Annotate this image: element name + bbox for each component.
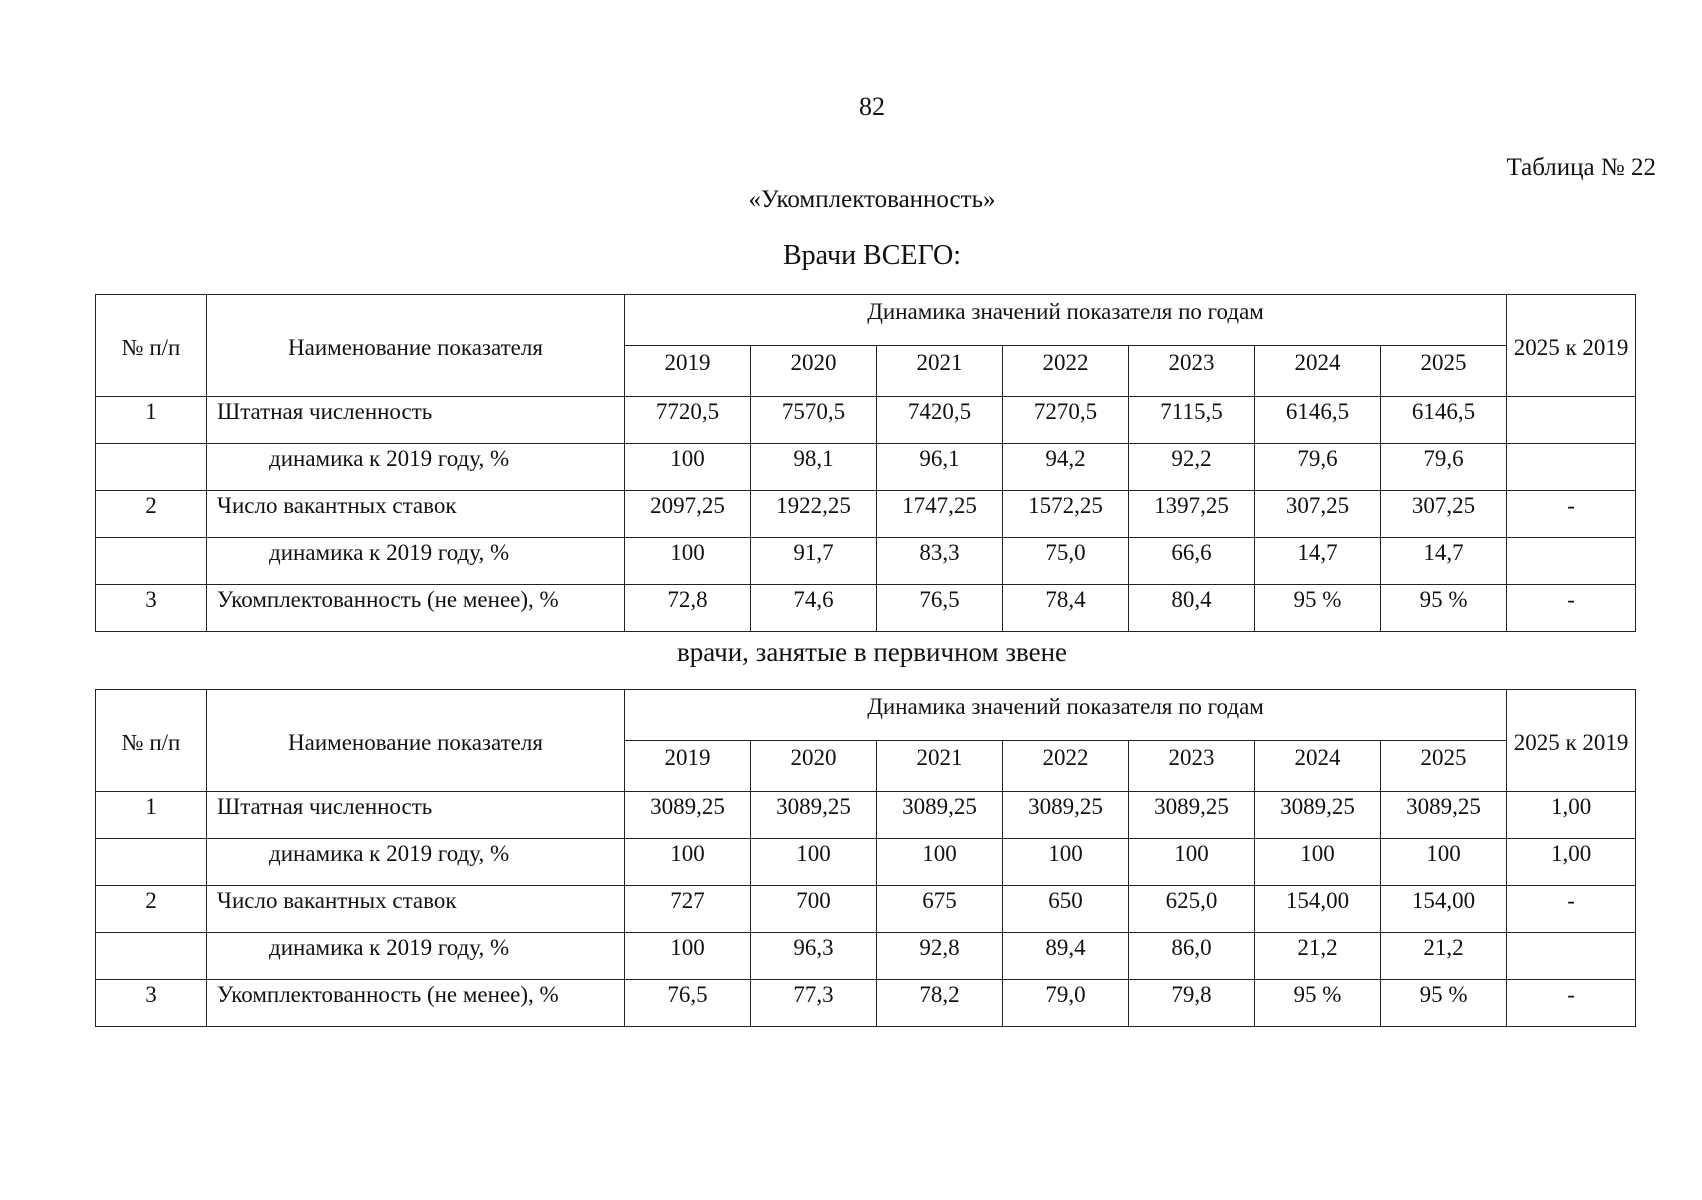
indicator-name-cell: динамика к 2019 году, % — [207, 538, 625, 585]
table-row — [96, 491, 1636, 538]
year-value-cell: 91,7 — [751, 538, 877, 585]
year-value-cell: 700 — [751, 886, 877, 933]
table-row — [96, 444, 1636, 491]
header-ratio: 2025 к 2019 — [1507, 295, 1636, 397]
year-value-cell: 1922,25 — [751, 491, 877, 538]
year-value-cell: 79,0 — [1003, 980, 1129, 1027]
table-2-subtitle: врачи, занятые в первичном звене — [676, 637, 1068, 667]
year-value-cell: 74,6 — [751, 585, 877, 632]
header-year: 2025 — [1381, 346, 1507, 397]
ratio-cell: 1,00 — [1507, 839, 1636, 886]
ratio-cell — [1507, 397, 1636, 444]
year-value-cell: 76,5 — [625, 980, 751, 1027]
year-value-cell: 100 — [751, 839, 877, 886]
row-number-cell — [96, 444, 207, 491]
year-value-cell: 77,3 — [751, 980, 877, 1027]
ratio-cell — [1507, 933, 1636, 980]
year-value-cell: 21,2 — [1381, 933, 1507, 980]
year-value-cell: 3089,25 — [625, 792, 751, 839]
header-year: 2023 — [1129, 741, 1255, 792]
ratio-cell: - — [1507, 980, 1636, 1027]
year-value-cell: 154,00 — [1255, 886, 1381, 933]
row-number-cell: 1 — [96, 792, 207, 839]
year-value-cell: 94,2 — [1003, 444, 1129, 491]
table-row — [96, 886, 1636, 933]
header-name: Наименование показателя — [207, 295, 625, 397]
year-value-cell: 95 % — [1381, 980, 1507, 1027]
table-body — [96, 397, 1636, 632]
year-value-cell: 80,4 — [1129, 585, 1255, 632]
table-row — [96, 792, 1636, 839]
indicator-name-cell: Укомплектованность (не менее), % — [207, 980, 625, 1027]
staffing-table-all-doctors — [95, 294, 1636, 632]
year-value-cell: 100 — [1255, 839, 1381, 886]
indicator-name-cell: Число вакантных ставок — [207, 886, 625, 933]
row-number-cell: 3 — [96, 585, 207, 632]
year-value-cell: 79,8 — [1129, 980, 1255, 1027]
year-value-cell: 100 — [625, 933, 751, 980]
header-num: № п/п — [96, 690, 207, 792]
year-value-cell: 100 — [1129, 839, 1255, 886]
year-value-cell: 3089,25 — [877, 792, 1003, 839]
year-value-cell: 7570,5 — [751, 397, 877, 444]
year-value-cell: 100 — [1003, 839, 1129, 886]
year-value-cell: 100 — [625, 538, 751, 585]
header-dynamics: Динамика значений показателя по годам — [625, 295, 1507, 346]
year-value-cell: 92,2 — [1129, 444, 1255, 491]
header-dynamics: Динамика значений показателя по годам — [625, 690, 1507, 741]
year-value-cell: 1397,25 — [1129, 491, 1255, 538]
document-title: «Укомплектованность» — [748, 186, 996, 213]
year-value-cell: 7115,5 — [1129, 397, 1255, 444]
year-value-cell: 89,4 — [1003, 933, 1129, 980]
row-number-cell — [96, 933, 207, 980]
year-value-cell: 78,4 — [1003, 585, 1129, 632]
year-value-cell: 96,3 — [751, 933, 877, 980]
year-value-cell: 95 % — [1255, 980, 1381, 1027]
year-value-cell: 100 — [625, 444, 751, 491]
table-body — [96, 792, 1636, 1027]
header-year: 2023 — [1129, 346, 1255, 397]
ratio-cell: - — [1507, 491, 1636, 538]
year-value-cell: 307,25 — [1381, 491, 1507, 538]
table-row — [96, 933, 1636, 980]
table-row — [96, 585, 1636, 632]
header-year: 2024 — [1255, 741, 1381, 792]
row-number-cell — [96, 538, 207, 585]
row-number-cell: 3 — [96, 980, 207, 1027]
year-value-cell: 6146,5 — [1381, 397, 1507, 444]
table-row — [96, 538, 1636, 585]
ratio-cell: - — [1507, 886, 1636, 933]
year-value-cell: 95 % — [1381, 585, 1507, 632]
header-year: 2022 — [1003, 346, 1129, 397]
year-value-cell: 6146,5 — [1255, 397, 1381, 444]
table-row — [96, 397, 1636, 444]
header-year: 2020 — [751, 741, 877, 792]
header-year: 2020 — [751, 346, 877, 397]
ratio-cell — [1507, 538, 1636, 585]
indicator-name-cell: Штатная численность — [207, 792, 625, 839]
year-value-cell: 76,5 — [877, 585, 1003, 632]
header-year: 2022 — [1003, 741, 1129, 792]
year-value-cell: 3089,25 — [1129, 792, 1255, 839]
row-number-cell — [96, 839, 207, 886]
year-value-cell: 650 — [1003, 886, 1129, 933]
indicator-name-cell: динамика к 2019 году, % — [207, 444, 625, 491]
year-value-cell: 66,6 — [1129, 538, 1255, 585]
indicator-name-cell: Штатная численность — [207, 397, 625, 444]
year-value-cell: 95 % — [1255, 585, 1381, 632]
year-value-cell: 79,6 — [1255, 444, 1381, 491]
year-value-cell: 79,6 — [1381, 444, 1507, 491]
header-name: Наименование показателя — [207, 690, 625, 792]
table-row — [96, 839, 1636, 886]
year-value-cell: 72,8 — [625, 585, 751, 632]
year-value-cell: 14,7 — [1381, 538, 1507, 585]
year-value-cell: 78,2 — [877, 980, 1003, 1027]
header-ratio: 2025 к 2019 — [1507, 690, 1636, 792]
year-value-cell: 3089,25 — [751, 792, 877, 839]
year-value-cell: 154,00 — [1381, 886, 1507, 933]
year-value-cell: 100 — [877, 839, 1003, 886]
year-value-cell: 307,25 — [1255, 491, 1381, 538]
year-value-cell: 100 — [625, 839, 751, 886]
year-value-cell: 727 — [625, 886, 751, 933]
table-1-subtitle: Врачи ВСЕГО: — [783, 240, 961, 271]
table-label: Таблица № 22 — [1506, 154, 1656, 181]
year-value-cell: 98,1 — [751, 444, 877, 491]
year-value-cell: 625,0 — [1129, 886, 1255, 933]
year-value-cell: 75,0 — [1003, 538, 1129, 585]
table-row — [96, 980, 1636, 1027]
indicator-name-cell: Укомплектованность (не менее), % — [207, 585, 625, 632]
ratio-cell: - — [1507, 585, 1636, 632]
year-value-cell: 7270,5 — [1003, 397, 1129, 444]
indicator-name-cell: динамика к 2019 году, % — [207, 839, 625, 886]
header-year: 2019 — [625, 346, 751, 397]
year-value-cell: 3089,25 — [1381, 792, 1507, 839]
year-value-cell: 100 — [1381, 839, 1507, 886]
header-year: 2021 — [877, 741, 1003, 792]
header-year: 2019 — [625, 741, 751, 792]
indicator-name-cell: Число вакантных ставок — [207, 491, 625, 538]
year-value-cell: 21,2 — [1255, 933, 1381, 980]
year-value-cell: 92,8 — [877, 933, 1003, 980]
year-value-cell: 7720,5 — [625, 397, 751, 444]
header-year: 2021 — [877, 346, 1003, 397]
year-value-cell: 2097,25 — [625, 491, 751, 538]
year-value-cell: 7420,5 — [877, 397, 1003, 444]
ratio-cell: 1,00 — [1507, 792, 1636, 839]
year-value-cell: 96,1 — [877, 444, 1003, 491]
header-year: 2025 — [1381, 741, 1507, 792]
year-value-cell: 86,0 — [1129, 933, 1255, 980]
row-number-cell: 2 — [96, 491, 207, 538]
ratio-cell — [1507, 444, 1636, 491]
row-number-cell: 2 — [96, 886, 207, 933]
header-num: № п/п — [96, 295, 207, 397]
year-value-cell: 14,7 — [1255, 538, 1381, 585]
year-value-cell: 83,3 — [877, 538, 1003, 585]
page-number: 82 — [859, 92, 885, 121]
staffing-table-primary-care — [95, 689, 1636, 1027]
indicator-name-cell: динамика к 2019 году, % — [207, 933, 625, 980]
header-year: 2024 — [1255, 346, 1381, 397]
year-value-cell: 3089,25 — [1255, 792, 1381, 839]
year-value-cell: 675 — [877, 886, 1003, 933]
row-number-cell: 1 — [96, 397, 207, 444]
year-value-cell: 3089,25 — [1003, 792, 1129, 839]
year-value-cell: 1572,25 — [1003, 491, 1129, 538]
year-value-cell: 1747,25 — [877, 491, 1003, 538]
